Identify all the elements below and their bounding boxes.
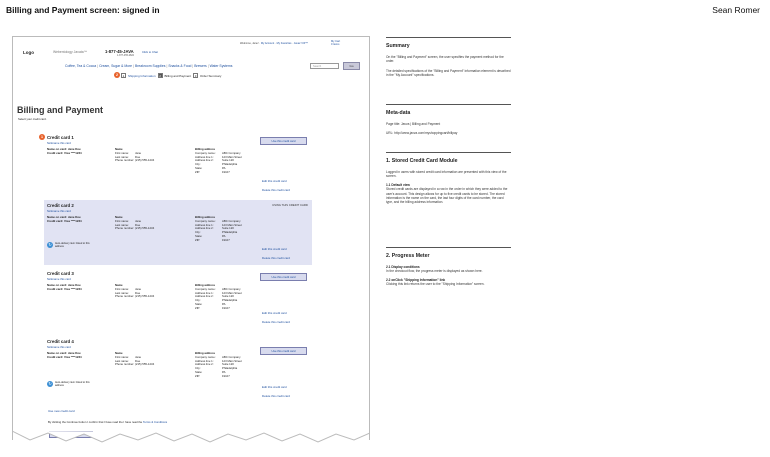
nickname-link[interactable]: Nickname this card <box>47 345 71 349</box>
progress-meter <box>121 73 221 78</box>
zip-value: 19107 <box>222 169 230 174</box>
zip-label: ZIP: <box>195 169 201 174</box>
card-title: Credit card 2 <box>47 203 74 208</box>
phone-value: (215) 555-1234 <box>135 158 155 163</box>
nav-item-brewers[interactable]: Brewers <box>194 64 207 68</box>
company-label: Company name: <box>195 218 216 223</box>
auto-delivery-text: Auto-delivery item linked to this address <box>55 242 90 248</box>
phone-number-numeric: 1-877-455-2822 <box>117 54 135 57</box>
state-label: State: <box>195 369 203 374</box>
zip-value: 19107 <box>222 237 230 242</box>
nav-item-cream[interactable]: Cream, Sugar & More <box>99 64 133 68</box>
summary-paragraph: The detailed specifications of the "Billing and Payment" information element is described in the "My Account" specifications. <box>386 68 511 78</box>
city-label: City: <box>195 162 201 167</box>
billing-address-block <box>195 352 242 379</box>
state-value: PA <box>222 369 226 374</box>
last-name-value: Doe <box>135 358 141 363</box>
zip-value: 19107 <box>222 373 230 378</box>
state-value: PA <box>222 165 226 170</box>
address1-value: 123 Main Street <box>222 358 242 363</box>
progress-step-billing: Billing and Payment <box>164 73 192 78</box>
first-name-label: First name: <box>115 218 129 223</box>
last-name-value: Doe <box>135 154 141 159</box>
card-title: Credit card 4 <box>47 339 74 344</box>
using-card-status: USING THIS CREDIT CARD <box>272 203 308 207</box>
last-name-value: Doe <box>135 222 141 227</box>
search-go-button[interactable]: Go <box>343 62 360 70</box>
phone-label: Phone number: <box>115 362 135 367</box>
my-cart-link[interactable] <box>331 40 340 46</box>
zip-label: ZIP: <box>195 237 201 242</box>
meta-heading: Meta-data <box>386 104 511 116</box>
name-heading: Name <box>115 147 123 151</box>
terms-statement <box>48 420 167 424</box>
vip-link[interactable]: Javaz VIP™ <box>293 42 309 45</box>
summary-section <box>386 37 511 78</box>
company-label: Company name: <box>195 286 216 291</box>
address1-value: 123 Main Street <box>222 222 242 227</box>
city-value: Philadelphia <box>222 366 238 371</box>
step-number: 3 <box>194 74 197 78</box>
credit-card-item <box>44 268 312 333</box>
state-value: PA <box>222 233 226 238</box>
edit-card-link[interactable]: Edit this credit card <box>262 385 287 389</box>
nav-item-coffee[interactable]: Coffee, Tea & Cocoa <box>65 64 97 68</box>
edit-card-link[interactable]: Edit this credit card <box>262 247 287 251</box>
card-number: Credit card: Visa ****1234 <box>47 218 82 223</box>
auto-delivery-icon: ↻ <box>48 242 52 247</box>
terms-text: By clicking the Continue button I confirm that I have read the I have read the <box>48 420 143 424</box>
card-title: Credit card 3 <box>47 271 74 276</box>
address2-value: Suite 120 <box>222 158 234 163</box>
nav-item-water[interactable]: Water Systems <box>209 64 233 68</box>
progress-step-shipping[interactable]: Shipping Information <box>128 73 156 78</box>
name-on-card: Name on card: Jane Doe <box>47 351 81 355</box>
edit-card-link[interactable]: Edit this credit card <box>262 311 287 315</box>
credit-card-item-selected <box>44 200 312 265</box>
address2-value: Suite 120 <box>222 362 234 367</box>
auto-delivery-note <box>47 242 95 248</box>
last-name-label: Last name: <box>115 358 129 363</box>
city-label: City: <box>195 230 201 235</box>
card-actions <box>262 177 290 195</box>
first-name-value: Jane <box>135 286 142 291</box>
section-1-heading: 1. Stored Credit Card Module <box>386 152 511 164</box>
address2-label: Address line 2: <box>195 362 214 367</box>
billing-heading: Billing address <box>195 351 216 355</box>
credit-card-item <box>44 132 312 197</box>
my-favorites-link[interactable]: My Favorites <box>276 42 292 45</box>
name-on-card: Name on card: Jane Doe <box>47 147 81 151</box>
state-label: State: <box>195 233 203 238</box>
summary-paragraph: On the "Billing and Payment" screen, the user specifies the payment method for the order. <box>386 55 504 64</box>
wireframe-page <box>12 36 370 440</box>
credit-card-item <box>44 336 312 401</box>
first-name-label: First name: <box>115 286 129 291</box>
nickname-link[interactable]: Nickname this card <box>47 141 71 145</box>
address1-label: Address line 1: <box>195 358 214 363</box>
name-block <box>115 352 154 367</box>
torn-edge <box>12 431 370 445</box>
auto-delivery-icon: ↻ <box>48 381 52 386</box>
address1-label: Address line 1: <box>195 222 214 227</box>
card-number: Credit card: Visa ****1234 <box>47 354 82 359</box>
first-name-label: First name: <box>115 354 129 359</box>
last-name-label: Last name: <box>115 290 129 295</box>
company-label: Company name: <box>195 354 216 359</box>
nickname-link[interactable]: Nickname this card <box>47 277 71 281</box>
site-logo[interactable]: Logo <box>23 50 34 55</box>
search-input[interactable]: Search <box>310 63 339 69</box>
section-2-1-paragraph: In the checkout flow, the progress meter is displayed as shown here. <box>386 269 483 274</box>
address1-label: Address line 1: <box>195 154 214 159</box>
progress-step-summary: Order Summary <box>200 73 222 78</box>
billing-heading: Billing address <box>195 147 216 151</box>
address1-label: Address line 1: <box>195 290 214 295</box>
name-heading: Name <box>115 351 123 355</box>
main-nav: Coffee, Tea & Cocoa | Cream, Sugar & More | Breakroom Supplies | Snacks & Food | Brewers | Water Systems <box>65 64 233 68</box>
address1-value: 123 Main Street <box>222 154 242 159</box>
address2-label: Address line 2: <box>195 158 214 163</box>
section-1-1-paragraph: Stored credit cards are displayed in a row in the order in which they were added to the user's account. This design allows for up to five credit cards to be stored. The stored information is the name on the card, the last four digits of the card number, the card type, and the billing address information. <box>386 187 508 205</box>
billing-address-block <box>195 216 242 243</box>
edit-card-link[interactable]: Edit this credit card <box>262 179 287 183</box>
card-holder-block <box>47 216 82 224</box>
card-holder-block <box>47 284 82 292</box>
zip-value: 19107 <box>222 305 230 310</box>
city-value: Philadelphia <box>222 298 238 303</box>
city-label: City: <box>195 366 201 371</box>
card-actions <box>262 383 290 401</box>
card-actions <box>262 245 290 263</box>
section-1-1-title: 1.1 Default view <box>386 182 410 187</box>
phone-label: Phone number: <box>115 294 135 299</box>
my-account-link[interactable]: My Account <box>260 42 275 45</box>
section-1-paragraph: Logged in users with stored credit card information are presented with this view of the screen. <box>386 170 507 179</box>
city-value: Philadelphia <box>222 230 238 235</box>
first-name-value: Jane <box>135 218 142 223</box>
terms-link[interactable]: Terms & Conditions <box>142 420 168 424</box>
name-block <box>115 216 154 231</box>
card-holder-block <box>47 352 82 360</box>
use-card-button[interactable]: Use this credit card <box>260 347 307 355</box>
page-heading: Billing and Payment <box>17 105 104 115</box>
section-1 <box>386 152 511 205</box>
phone-value: (215) 555-1234 <box>135 294 155 299</box>
first-name-value: Jane <box>135 150 142 155</box>
zip-label: ZIP: <box>195 305 201 310</box>
address2-label: Address line 2: <box>195 294 214 299</box>
card-holder-block <box>47 148 82 156</box>
phone-number: 1-877-45-JAVA <box>105 49 134 54</box>
auto-delivery-note <box>47 381 95 387</box>
nav-item-snacks[interactable]: Snacks & Food <box>168 64 192 68</box>
delete-card-link[interactable]: Delete this credit card <box>262 320 290 324</box>
name-heading: Name <box>115 215 123 219</box>
first-name-label: First name: <box>115 150 129 155</box>
state-label: State: <box>195 165 203 170</box>
last-name-value: Doe <box>135 290 141 295</box>
document-author: Sean Romer <box>712 5 760 15</box>
document-title: Billing and Payment screen: signed in <box>6 5 160 15</box>
address2-value: Suite 120 <box>222 226 234 231</box>
last-name-label: Last name: <box>115 154 129 159</box>
name-heading: Name <box>115 283 123 287</box>
use-new-card-link[interactable]: Use new credit card <box>48 409 75 413</box>
page-subheading: Select your credit card. <box>18 117 47 121</box>
use-card-button[interactable]: Use this credit card <box>260 273 307 281</box>
annotation-marker-2: 2 <box>116 73 118 77</box>
name-block <box>115 284 154 299</box>
company-value: ABC Company <box>222 150 241 155</box>
billing-heading: Billing address <box>195 215 216 219</box>
chat-link[interactable]: Click to Chat <box>142 50 158 54</box>
phone-label: Phone number: <box>115 226 135 231</box>
section-2 <box>386 247 511 287</box>
section-2-2-title: 2.2 onClick "Shipping Information" link <box>386 277 446 282</box>
my-cart-label: My Cart <box>331 40 341 43</box>
delete-card-link[interactable]: Delete this credit card <box>262 188 290 192</box>
meta-section <box>386 104 511 136</box>
billing-address-block <box>195 284 242 311</box>
summary-heading: Summary <box>386 37 511 49</box>
section-2-2-paragraph: Clicking this link returns the user to the "Shipping Information" screen. <box>386 282 485 287</box>
name-on-card: Name on card: Jane Doe <box>47 215 81 219</box>
card-number: Credit card: Visa ****1234 <box>47 286 82 291</box>
phone-value: (215) 555-1234 <box>135 226 155 231</box>
delete-card-link[interactable]: Delete this credit card <box>262 256 290 260</box>
use-card-button[interactable]: Use this credit card <box>260 137 307 145</box>
meta-title: Page title: Javva | Billing and Payment <box>386 122 441 126</box>
account-bar: Welcome, Jane! · My Account · My Favorites · Javaz VIP™ <box>240 42 309 45</box>
last-name-label: Last name: <box>115 222 129 227</box>
step-number: 1 <box>122 74 125 78</box>
step-number: 2 <box>159 74 161 78</box>
brand-text: Webentology Javata™ <box>53 50 88 54</box>
address2-label: Address line 2: <box>195 226 214 231</box>
name-block <box>115 148 154 163</box>
card-number: Credit card: Visa ****1234 <box>47 150 82 155</box>
zip-label: ZIP: <box>195 373 201 378</box>
state-value: PA <box>222 301 226 306</box>
card-actions <box>262 309 290 327</box>
company-value: ABC Company <box>222 286 241 291</box>
company-value: ABC Company <box>222 354 241 359</box>
phone-value: (215) 555-1234 <box>135 362 155 367</box>
phone-label: Phone number: <box>115 158 135 163</box>
name-on-card: Name on card: Jane Doe <box>47 283 81 287</box>
delete-card-link[interactable]: Delete this credit card <box>262 394 290 398</box>
welcome-text: Welcome, Jane! <box>240 42 259 45</box>
state-label: State: <box>195 301 203 306</box>
nickname-link[interactable]: Nickname this card <box>47 209 71 213</box>
billing-address-block <box>195 148 242 175</box>
meta-url: URL: http://www.javva.com/myshoppingcart/billpay <box>386 131 458 136</box>
nav-item-breakroom[interactable]: Breakroom Supplies <box>134 64 166 68</box>
billing-heading: Billing address <box>195 283 216 287</box>
card-title: Credit card 1 <box>47 135 74 140</box>
annotation-marker-1: 1 <box>41 135 43 139</box>
address2-value: Suite 120 <box>222 294 234 299</box>
company-value: ABC Company <box>222 218 241 223</box>
city-label: City: <box>195 298 201 303</box>
company-label: Company name: <box>195 150 216 155</box>
city-value: Philadelphia <box>222 162 238 167</box>
first-name-value: Jane <box>135 354 142 359</box>
section-2-heading: 2. Progress Meter <box>386 247 511 259</box>
address1-value: 123 Main Street <box>222 290 242 295</box>
my-cart-count: 0 items <box>331 43 340 47</box>
auto-delivery-text: Auto-delivery item linked to this address <box>55 381 90 387</box>
section-2-1-title: 2.1 Display conditions <box>386 265 420 269</box>
